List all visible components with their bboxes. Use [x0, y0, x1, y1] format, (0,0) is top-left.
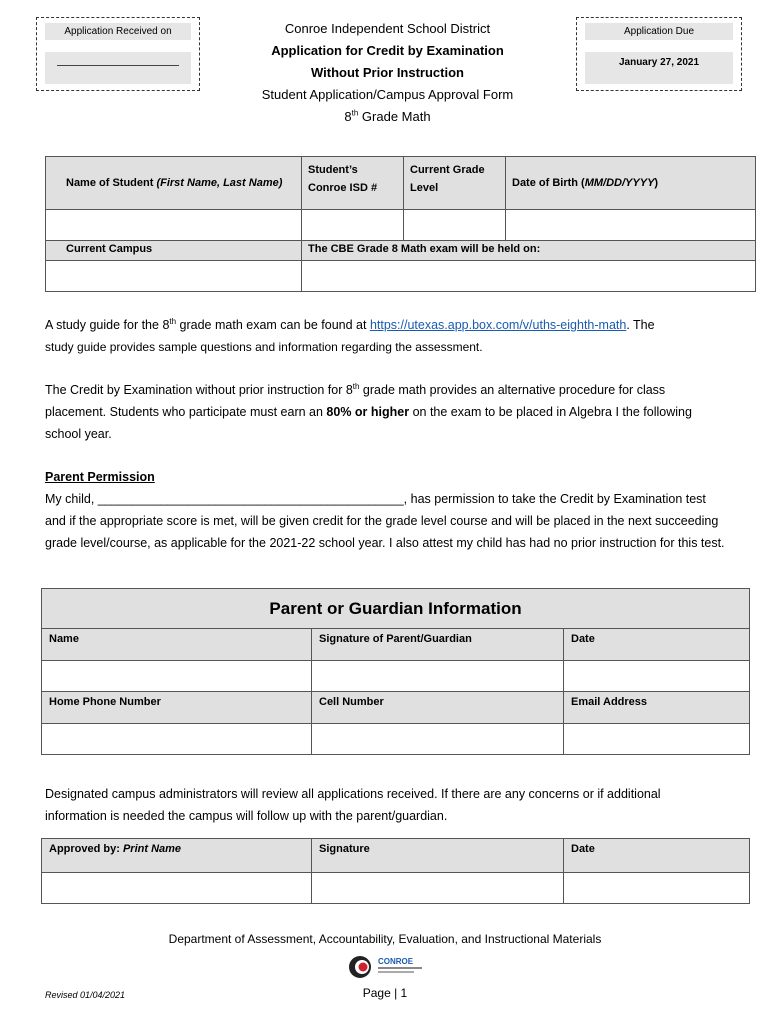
dob-label-close: ): [654, 177, 659, 189]
student-name-label: Name of Student: [66, 177, 157, 189]
grade-subject-text: Grade Math: [358, 109, 431, 124]
approval-signature-header: Signature: [312, 839, 564, 873]
parent-info-table: [41, 588, 750, 755]
form-title-line2: Without Prior Instruction: [311, 65, 464, 80]
approval-date-header: Date: [564, 839, 750, 873]
application-received-field[interactable]: [45, 52, 191, 84]
student-name-header: [46, 157, 302, 210]
permission-text: My child, ____________________________________________, has permission to take the Credit by Examination test and if the appropriate score is met, will be given credit for the grade level course and will be placed in the next succeeding grade level/course, as applicable for the 2021-22 school year. I also attest my child has had no prior instruction for this test.: [45, 492, 725, 550]
parent-date-field[interactable]: [564, 661, 750, 692]
logo-subtext-line: [378, 967, 422, 969]
approved-by-label: Approved by:: [49, 843, 123, 855]
campus-field[interactable]: [46, 261, 302, 292]
form-header: [230, 18, 545, 128]
revision-date: Revised 01/04/2021: [45, 990, 126, 1000]
student-id-label-1: Student’s: [308, 164, 358, 176]
approval-table: [41, 838, 750, 904]
permission-heading: Parent Permission: [45, 470, 155, 484]
application-received-label: Application Received on: [45, 23, 191, 40]
grade-level-header: [404, 157, 506, 210]
approval-signature-field[interactable]: [312, 873, 564, 904]
home-phone-header: Home Phone Number: [42, 692, 312, 724]
student-id-header: [302, 157, 404, 210]
parent-name-header: Name: [42, 629, 312, 661]
approved-by-header: [42, 839, 312, 873]
dob-field[interactable]: [506, 210, 756, 241]
permission-section: [45, 466, 725, 554]
study-guide-line2: study guide provides sample questions and information regarding the assessment.: [45, 340, 483, 354]
form-title-line1: Application for Credit by Examination: [271, 43, 504, 58]
application-due-box: [576, 17, 742, 91]
student-name-field[interactable]: [46, 210, 302, 241]
dob-header: [506, 157, 756, 210]
student-id-label-2: Conroe ISD #: [308, 182, 378, 194]
dob-label: Date of Birth (: [512, 177, 585, 189]
district-name: Conroe Independent School District: [284, 21, 491, 36]
study-guide-text-2: grade math exam can be found at: [176, 318, 370, 332]
credit-sup: th: [352, 381, 360, 391]
student-name-hint: (First Name, Last Name): [156, 177, 283, 189]
cell-number-field[interactable]: [312, 724, 564, 755]
grade-suffix: th: [351, 108, 359, 118]
parent-section-title: Parent or Guardian Information: [42, 589, 750, 629]
received-date-line: [57, 65, 179, 66]
student-id-field[interactable]: [302, 210, 404, 241]
credit-text-3: on the exam to be placed in Algebra I the following school year.: [45, 405, 692, 441]
grade-number: 8: [344, 109, 352, 124]
study-guide-text: A study guide for the 8: [45, 318, 170, 332]
grade-level-field[interactable]: [404, 210, 506, 241]
application-due-date: January 27, 2021: [585, 52, 733, 84]
conroe-logo: [348, 954, 424, 982]
page-number: Page | 1: [362, 986, 408, 1000]
conroe-logo-icon: [348, 955, 372, 979]
form-subtitle: Student Application/Campus Approval Form: [261, 87, 514, 102]
exam-date-field[interactable]: [302, 261, 756, 292]
parent-signature-header: Signature of Parent/Guardian: [312, 629, 564, 661]
review-paragraph: Designated campus administrators will review all applications received. If there are any concerns or if additional information is needed the campus will follow up with the parent/guardian.: [45, 787, 661, 823]
study-guide-text-3: . The: [626, 318, 655, 332]
credit-paragraph: [45, 379, 725, 445]
grade-level-label-2: Level: [410, 182, 439, 194]
logo-subtext-line-2: [378, 971, 414, 973]
study-guide-paragraph: [45, 314, 725, 358]
approved-by-hint: Print Name: [122, 843, 182, 855]
credit-text-2: grade math provides an alternative procedure for class placement. Students who participate must earn an: [45, 383, 666, 419]
email-header: Email Address: [564, 692, 750, 724]
study-guide-link[interactable]: https://utexas.app.box.com/v/uths-eighth-math: [369, 318, 627, 332]
score-requirement: 80% or higher: [326, 405, 410, 419]
dob-hint: MM/DD/YYYY: [584, 177, 655, 189]
parent-signature-field[interactable]: [312, 661, 564, 692]
email-field[interactable]: [564, 724, 750, 755]
parent-date-header: Date: [564, 629, 750, 661]
approval-date-field[interactable]: [564, 873, 750, 904]
logo-text: CONROE: [378, 957, 414, 966]
study-guide-sup: th: [169, 316, 177, 326]
home-phone-field[interactable]: [42, 724, 312, 755]
parent-name-field[interactable]: [42, 661, 312, 692]
grade-subject: [230, 106, 545, 128]
approved-by-field[interactable]: [42, 873, 312, 904]
application-received-box: [36, 17, 200, 91]
campus-header: Current Campus: [46, 241, 302, 261]
application-due-label: Application Due: [585, 23, 733, 40]
grade-level-label-1: Current Grade: [410, 164, 485, 176]
student-info-table: [45, 156, 756, 292]
cell-number-header: Cell Number: [312, 692, 564, 724]
credit-text: The Credit by Examination without prior instruction for 8: [45, 383, 353, 397]
department-footer: Department of Assessment, Accountability, Evaluation, and Instructional Materials: [168, 932, 602, 946]
exam-date-header: The CBE Grade 8 Math exam will be held on:: [302, 241, 756, 261]
